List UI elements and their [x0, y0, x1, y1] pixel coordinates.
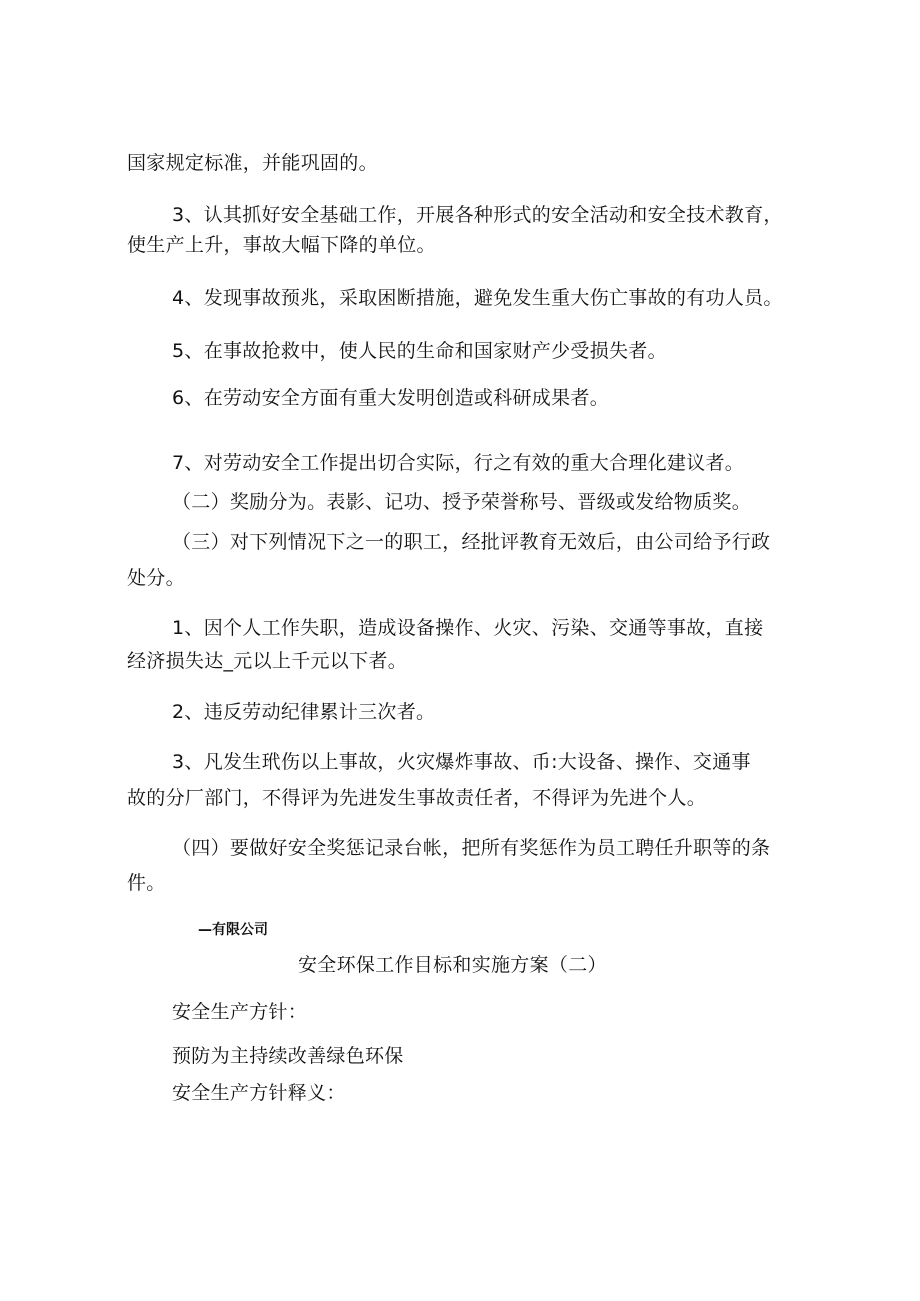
text-line: （三）对下列情况下之一的职工，经批评教育无效后，由公司给予行政 — [172, 531, 771, 553]
text-line: 件。 — [127, 872, 166, 894]
text-line: 故的分厂部门，不得评为先进发生事故责任者，不得评为先进个人。 — [127, 787, 707, 809]
text-line: 3、认其抓好安全基础工作，开展各种形式的安全活动和安全技术教育， — [172, 204, 783, 226]
section-title: 安全环保工作目标和实施方案（二） — [298, 954, 607, 976]
text-line: （二）奖励分为。表影、记功、授予荣誉称号、晋级或发给物质奖。 — [172, 491, 752, 513]
text-line: 2、违反劳动纪律累计三次者。 — [172, 701, 436, 723]
text-line: （四）要做好安全奖惩记录台帐，把所有奖惩作为员工聘任升职等的条 — [172, 837, 771, 859]
text-line: 3、凡发生玳伤以上事故，火灾爆炸事故、币:大设备、操作、交通事 — [172, 751, 751, 773]
text-line: 5、在事故抢救中，使人民的生命和国家财产少受损失者。 — [172, 340, 667, 362]
text-line: 安全生产方针释义： — [172, 1082, 346, 1104]
text-line: 处分。 — [127, 567, 185, 589]
text-line: 4、发现事故预兆，采取困断措施，避免发生重大伤亡事故的有功人员。 — [172, 287, 783, 309]
text-line: 经济损失达_元以上千元以下者。 — [127, 650, 408, 672]
text-line: 使生产上升，事故大幅下降的单位。 — [127, 234, 436, 256]
text-line: 7、对劳动安全工作提出切合实际，行之有效的重大合理化建议者。 — [172, 452, 745, 474]
text-line: 预防为主持续改善绿色环保 — [172, 1045, 404, 1067]
text-line: 6、在劳动安全方面有重大发明创造或科研成果者。 — [172, 387, 609, 409]
text-line: 国家规定标准，并能巩固的。 — [127, 152, 378, 174]
text-line: 1、因个人工作失职，造成设备操作、火灾、污染、交通等事故，直接 — [172, 617, 764, 639]
company-name: —有限公司 — [198, 922, 268, 938]
text-line: 安全生产方针： — [172, 1001, 308, 1023]
